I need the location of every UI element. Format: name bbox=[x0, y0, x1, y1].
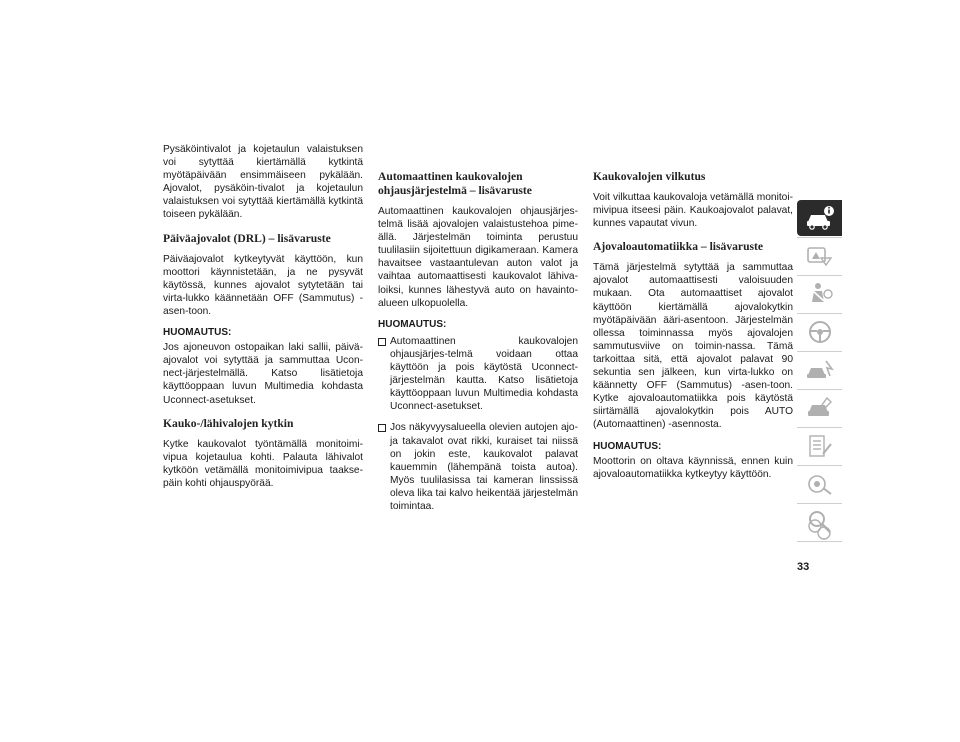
note-bullet-list bbox=[378, 335, 578, 513]
tab-car-info[interactable] bbox=[797, 200, 842, 236]
tab-languages[interactable] bbox=[797, 518, 842, 542]
paragraph: Tämä järjestelmä sytyttää ja sammuttaa ajovalot automaattisesti valoisuuden mukaan. Ota automaattiset ajovalot käyttöön kiertämällä ajovalokytkin myötäpäivään ääri-asentoon. Järjestelmän ollessa toiminnassa myös ajovalojen sammutusviive on toimin-nassa. Tämä tarkoittaa sitä, että ajovalot palavat 90 sekuntia sen jälkeen, kun virta-lukko on käännetty OFF (Sammutus) -asen-toon. Kytke ajovaloautomatiikka pois käytöstä siirtämällä ajovalokytkin pois AUTO (Automaattinen) -asennosta. bbox=[593, 262, 793, 431]
note-label: HUOMAUTUS: bbox=[593, 440, 662, 452]
list-item: Automaattinen kaukovalojen ohjausjärjes-telmä voidaan ottaa käyttöön ja pois käytöstä Uconnect-järjestelmän kautta. Katso lisätietoja käyttöoppaan luvun Multimedia kohdasta Uconnect-asetukset. bbox=[378, 335, 578, 414]
list-item: Jos näkyvyysalueella olevien autojen ajo-ja takavalot ovat rikki, kuraiset tai niissä on jokin este, kaukovalot palavat kauemmin (lähempänä toista autoa). Myös tuulilasissa tai kameran linssissä oleva lika tai kalvo heikentää järjestelmän toimintaa. bbox=[378, 421, 578, 513]
car-service-icon bbox=[805, 394, 835, 422]
tab-service[interactable] bbox=[797, 390, 842, 426]
tab-specs[interactable] bbox=[797, 428, 842, 464]
paragraph: Päiväajovalot kytkeytyvät käyttöön, kun moottori käynnistetään, ja ne pysyvät käytössä, kunnes ajovalot sytytetään tai virta-lukko käännetään OFF (Sammutus) -asen-toon. bbox=[163, 253, 363, 317]
square-bullet-icon bbox=[378, 338, 386, 346]
text-column-3 bbox=[593, 143, 793, 489]
paragraph: Pysäköintivalot ja kojetaulun valaistuksen voi sytyttää kiertämällä kytkintä myötäpäivään ensimmäiseen pykälään. Ajovalot, pysäköin-tivalot ja kojetaulun valaistuksen voi sytyttää kiertämällä kytkintä toiseen pykälään. bbox=[163, 144, 363, 221]
section-heading: Kauko-/lähivalojen kytkin bbox=[163, 416, 294, 430]
checklist-wrench-icon bbox=[805, 432, 835, 460]
tab-multimedia[interactable] bbox=[797, 466, 842, 502]
dashboard-warning-icon bbox=[805, 242, 835, 270]
text-column-2 bbox=[378, 143, 578, 521]
seatbelt-person-icon bbox=[805, 280, 835, 308]
steering-wheel-icon bbox=[805, 318, 835, 346]
paragraph: Voit vilkuttaa kaukovaloja vetämällä monitoi-mivipua itseesi päin. Kaukoajovalot palavat, kunnes vapautat vivun. bbox=[593, 192, 793, 230]
car-info-icon bbox=[805, 204, 835, 232]
tab-dashboard[interactable] bbox=[797, 238, 842, 274]
section-heading: Automaattinen kaukovalojen ohjausjärjestelmä – lisävaruste bbox=[378, 170, 532, 197]
section-heading: Ajovaloautomatiikka – lisävaruste bbox=[593, 240, 764, 254]
tab-driving[interactable] bbox=[797, 314, 842, 350]
tab-safety[interactable] bbox=[797, 276, 842, 312]
section-heading: Päiväajovalot (DRL) – lisävaruste bbox=[163, 231, 331, 245]
note-text: Moottorin on oltava käynnissä, ennen kuin ajovaloautomatiikka kytkeytyy käyttöön. bbox=[593, 455, 793, 480]
note-text: Jos ajoneuvon ostopaikan laki sallii, päivä-ajovalot voi sytyttää ja sammuttaa Ucon-nect-järjestelmällä. Katso lisätietoja käyttöoppaan luvun Multimedia kohdasta Uconnect-asetukset. bbox=[163, 342, 363, 406]
car-tools-icon bbox=[805, 470, 835, 498]
page-number: 33 bbox=[797, 561, 810, 573]
paragraph: Automaattinen kaukovalojen ohjausjärjes-telmä lisää ajovalojen valaistustehoa pime-ällä. Järjestelmän toiminta perustuu tuulilasiin sijoitettuun digikameraan. Kamera havaitsee vastaantulevan auton valot ja vaihtaa automaattisesti kaukovalot lähiva-loiksi, kunnes lähestyvä auto on havainto-alueen ulkopuolella. bbox=[378, 206, 578, 309]
note-label: HUOMAUTUS: bbox=[378, 318, 447, 330]
text-column-1 bbox=[163, 143, 363, 498]
car-crash-icon bbox=[805, 356, 835, 384]
languages-icon bbox=[805, 516, 835, 544]
section-heading: Kaukovalojen vilkutus bbox=[593, 170, 706, 183]
note-label: HUOMAUTUS: bbox=[163, 327, 232, 339]
tab-emergency[interactable] bbox=[797, 352, 842, 388]
square-bullet-icon bbox=[378, 424, 386, 432]
paragraph: Kytke kaukovalot työntämällä monitoimi-vipua kojetaulua kohti. Palauta lähivalot kytköön vetämällä monitoimivipua taakse-päin kohti ohjauspyörää. bbox=[163, 438, 363, 489]
